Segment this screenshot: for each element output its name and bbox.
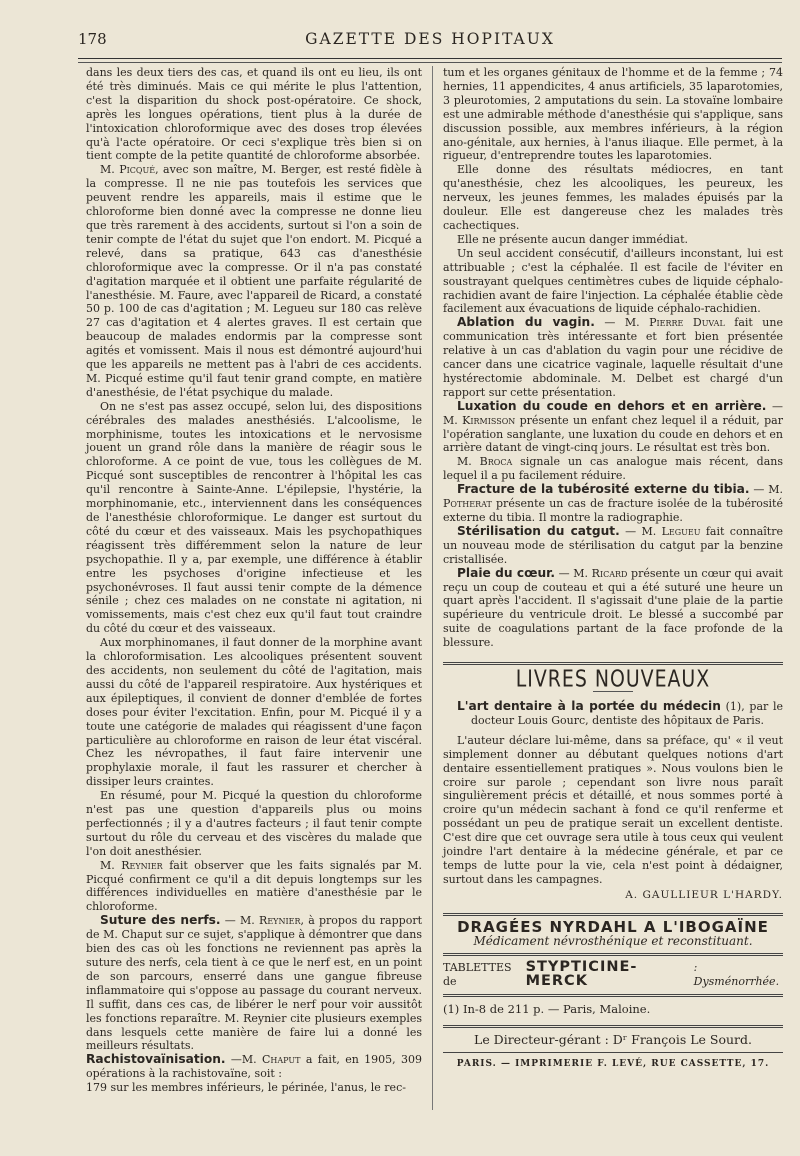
- speaker-name: M. Chaput: [241, 1053, 301, 1067]
- paragraph: On ne s'est pas assez occupé, selon lui, des dispositions cérébrales des malades anesthésiés. L'alcoolisme, le morphinisme, toutes les intoxications et le nervosisme jouent un grand rôle dans la manière de réagir sous le chloroforme. A ce point de vue, tous les collègues de M. Picqué sont susceptibles de rencontrer à l'hôpital les cas qu'il rencontre à Sainte-Anne. L'épilepsie, l'hystérie, la morphinomanie, etc., interviennent dans les conséquences de l'anesthésie chloroformique. Le danger est surtout du côté du cœur et des vaisseaux. Mais les psychopathiques réagissent très différemment selon la nature de leur psychopathie. Il y a, par exemple, une différence à établir entre les psychoses d'origine infectieuse et les psychonévroses. Il faut aussi tenir compte de la démence sénile ; chez ces malades on ne constate ni agitation, ni vomissements, mais c'est chez eux qu'il faut tout craindre du côté du cœur et des vaisseaux.: [86, 399, 422, 636]
- section-heading: Luxation du coude en dehors et en arrière.: [457, 398, 767, 413]
- paragraph: Elle ne présente aucun danger immédiat.: [457, 232, 689, 246]
- paragraph: [86, 163, 422, 399]
- speaker-name: M. Potherat: [443, 483, 783, 511]
- paragraph-text: signale un cas analogue mais récent, dans lequel il a pu facilement réduire.: [443, 455, 783, 483]
- book-review: L'auteur déclare lui-même, dans sa préface, qu' « il veut simplement donner au débutant quelques notions d'art dentaire essentiellement pratiques ». Nous voulons bien le croire sur parole ; cependant son livre nous paraît singulièrement précis et détaillé, et nous sommes porté à croire qu'un médecin sachant à fond ce qu'il renferme et possédant un peu de pratique serait un excellent dentiste. C'est dire que cet ouvrage sera utile à tous ceux qui veulent joindre l'art dentaire à la médecine générale, et par ce temps de lutte pour la vie, cela n'est point à dédaigner, surtout dans les campagnes.: [443, 733, 783, 886]
- paragraph-text: présente un cas de fracture isolée de la tubérosité externe du tibia. Il montre la radiographie.: [443, 497, 783, 524]
- page-number: 178: [78, 30, 107, 48]
- section-rachistovainisation: Rachistovaïnisation. —M. Chaput a fait, en 1905, 309 opérations à la rachistovaïne, soit :: [86, 1052, 423, 1081]
- journal-title: GAZETTE DES HOPITAUX: [305, 30, 555, 48]
- paragraph: Un seul accident consécutif, d'ailleurs inconstant, lui est attribuable ; c'est la céphalée. Il est facile de l'éviter en soustrayant quelques centimètres cubes de liquide céphalo-rachidien avant de faire l'injection. La céphalée établie cède facilement aux évacuations de liquide céphalo-rachidien.: [443, 246, 783, 316]
- book-entry: [443, 700, 783, 728]
- advert-dragees: DRAGÉES NYRDAHL A L'IBOGAÏNE: [457, 917, 769, 936]
- ad-divider: [443, 994, 783, 997]
- ad-divider: [443, 953, 783, 956]
- paragraph-text: fait observer que les faits signalés par M. Picqué confirment ce qu'il a dit depuis longtemps sur les différences individuelles en matière d'anesthésie par le chloroforme.: [86, 858, 423, 914]
- section-divider: [443, 662, 783, 665]
- review-signature: A. GAULLIEUR L'HARDY.: [625, 888, 783, 901]
- footer-rule: [443, 1052, 783, 1053]
- header-rule: [78, 58, 782, 59]
- section-sterilisation-catgut: Stérilisation du catgut. — M. Legueu fait connaître un nouveau mode de stérilisation du catgut par la benzine cristallisée.: [443, 523, 783, 566]
- paragraph-text: fait connaître un nouveau mode de stérilisation du catgut par la benzine cristallisée.: [443, 524, 783, 566]
- paragraph: tum et les organes génitaux de l'homme et de la femme ; 74 hernies, 11 appendicites, 4 anus artificiels, 35 laparotomies, 3 pleurotomies, 2 amputations du sein. La stovaïne lombaire est une admirable méthode d'anesthésie qui s'applique, sans discussion possible, aux membres inférieurs, à la région ano-génitale, aux hernies, à l'anus iliaque. Elle permet, à la rigueur, d'entreprendre toutes les laparotomies.: [443, 66, 783, 163]
- paragraph: [86, 859, 422, 915]
- section-luxation-du-coude: Luxation du coude en dehors et en arrière. — M. Kirmisson présente un enfant chez lequel il a réduit, par l'opération sanglante, une luxation du coude en dehors et en arrière datant de vingt-cinq jours. Le résultat est très bon.: [443, 398, 784, 455]
- section-suture-des-nerfs: Suture des nerfs. — M. Reynier, à propos du rapport de M. Chaput sur ce sujet, s'applique à démontrer que dans bien des cas où les fonctions ne reviennent pas après la suture des nerfs, cela tient à ce que le nerf est, en un point de son parcours, enserré dans une gangue fibreuse inflammatoire qui s'oppose au passage du courant nerveux. Il suffit, dans ces cas, de libérer le nerf pour voir aussitôt les fonctions reparaître. M. Reynier cite plusieurs exemples dans lesquels cette manière de faire lui a donné les meilleurs résultats.: [86, 913, 423, 1053]
- section-heading: Rachistovaïnisation.: [86, 1052, 226, 1067]
- paragraph-text: a fait, en 1905, 309 opérations à la rachistovaïne, soit :: [86, 1053, 423, 1081]
- speaker-name: M. Broca: [457, 455, 513, 469]
- section-heading: Plaie du cœur.: [457, 565, 556, 580]
- footer-divider: [443, 1025, 783, 1028]
- directeur-gerant: Le Directeur-gérant : Dʳ François Le Sourd.: [474, 1032, 752, 1048]
- book-author: , par le docteur Louis Gourc, dentiste des hôpitaux de Paris.: [471, 699, 783, 727]
- advert-brand: STYPTICINE-MERCK: [525, 959, 638, 990]
- paragraph: Elle donne des résultats médiocres, en tant qu'anesthésie, chez les alcooliques, les peureux, les nerveux, les jeunes femmes, les malades épuisés par la douleur. Elle est dangereuse chez les malades très cachectiques.: [443, 163, 783, 232]
- section-heading: Fracture de la tubérosité externe du tibia.: [457, 482, 750, 497]
- paragraph: 179 sur les membres inférieurs, le périnée, l'anus, le rec-: [86, 1081, 406, 1095]
- header-rule-thin: [78, 62, 782, 63]
- paragraph-text: avec son maître, M. Berger, est resté fidèle à la compresse. Il ne nie pas toutefois les services que peuvent rendre les appareils, mais il estime que le chloroforme bien donné avec la compresse ne donne lieu que très rarement à des accidents, surtout si l'on a soin de tenir compte de l'état du sujet que l'on endort. M. Picqué a relevé, dans sa pratique, 643 cas d'anesthésie chloroformique avec la compresse. Or il n'a pas constaté d'agitation marquée et il obtient une parfaite régularité de l'anesthésie. M. Faure, avec l'appareil de Ricard, a constaté 50 p. 100 de cas d'agitation ; M. Legueu sur 180 cas relève 27 cas d'agitation et 4 alertes graves. Il est certain que beaucoup de malades endormis par la compresse sont agités et vomissent. Mais il nous est démontré aujourd'hui que les appareils ne mettent pas à l'abri de ces accidents. M. Picqué estime qu'il faut tenir grand compte, en matière d'anesthésie, de l'état psychique du malade.: [86, 163, 422, 399]
- footnote: (1) In-8 de 211 p. — Paris, Maloine.: [443, 1002, 651, 1017]
- section-ablation-du-vagin: Ablation du vagin. — M. Pierre Duval fait une communication très intéressante et fort bien présentée relative à un cas d'ablation du vagin pour une récidive de cancer dans une cicatrice vaginale, laquelle résultait d'une hystérectomie abdominale. M. Delbet est chargé d'un rapport sur cette présentation.: [443, 315, 783, 399]
- column-divider: [432, 66, 433, 1110]
- paragraph: Aux morphinomanes, il faut donner de la morphine avant la chloroformisation. Les alcooliques présentent souvent des accidents, non seulement du côté de l'agitation, mais aussi du côté de l'appareil respiratoire. Aux hystériques et aux épileptiques, il convient de donner d'emblée de fortes doses pour éviter l'excitation. Enfin, pour M. Picqué il y a toute une catégorie de malades qui réagissent d'une façon particulière au chloroforme en raison de leur état viscéral. Chez les névropathes, il faut faire intervenir une prophylaxie morale, il faut les rassurer et chercher à dissiper leurs craintes.: [86, 636, 422, 789]
- printer-line: PARIS. — IMPRIMERIE F. LEVÉ, RUE CASSETTE, 17.: [456, 1059, 770, 1070]
- ad-divider: [443, 913, 783, 916]
- paragraph: [443, 455, 783, 483]
- speaker-name: M. Ricard: [573, 566, 628, 580]
- right-column: [443, 66, 783, 1072]
- speaker-name: M. Reynier,: [240, 914, 304, 928]
- page-header: [78, 30, 782, 54]
- speaker-name: M. Reynier: [100, 858, 163, 872]
- book-title: L'art dentaire à la portée du médecin: [457, 698, 721, 713]
- paragraph-text: présente un cœur qui avait reçu un coup de couteau et qui a été suturé une heure un quart après l'accident. Il s'agissait d'une plaie de la partie supérieure du ventricule droit. Le blessé a succombé par suite de coagulations partant de la face profonde de la blessure.: [443, 566, 783, 650]
- paragraph: dans les deux tiers des cas, et quand ils ont eu lieu, ils ont été très diminués. Mais ce qui mérite le plus l'attention, c'est la disparition du shock post-opératoire. Ce shock, après les longues opérations, tient plus à la durée de l'intoxication chloroformique avec des doses trop élevées qu'à l'acte opératoire. Or ceci s'explique très bien si on tient compte de la petite quantité de chloroforme absorbée.: [86, 66, 422, 163]
- paragraph-text: présente un enfant chez lequel il a réduit, par l'opération sanglante, une luxation du coude en dehors et en arrière datant de vingt-cinq jours. Le résultat est très bon.: [443, 413, 783, 455]
- paragraph: En résumé, pour M. Picqué la question du chloroforme n'est pas une question d'appareils plus ou moins perfectionnés ; il y a d'autres facteurs ; il faut tenir compte surtout du rôle du cerveau et des viscères du malade que l'on doit anesthésier.: [86, 789, 422, 858]
- section-heading: Ablation du vagin.: [457, 315, 595, 330]
- speaker-name: M. Legueu: [641, 524, 701, 538]
- section-heading: Stérilisation du catgut.: [457, 523, 620, 538]
- footnote-ref: (1): [725, 699, 742, 713]
- section-heading: Suture des nerfs.: [100, 913, 221, 928]
- advert-indication: : Dysménorrhée.: [693, 961, 780, 989]
- advert-prefix: TABLETTES de: [443, 961, 512, 989]
- section-fracture-tibia: Fracture de la tubérosité externe du tibia. — M. Potherat présente un cas de fracture isolée de la tubérosité externe du tibia. Il montre la radiographie.: [443, 482, 783, 524]
- speaker-name: M. Pierre Duval: [624, 316, 725, 330]
- advert-stypticine: [443, 961, 783, 989]
- paragraph-text: fait une communication très intéressante et fort bien présentée relative à un cas d'ablation du vagin pour une récidive de cancer dans une cicatrice vaginale, laquelle résultait d'une hystérectomie abdominale. M. Delbet est chargé d'un rapport sur cette présentation.: [443, 316, 783, 399]
- section-plaie-du-coeur: Plaie du cœur. — M. Ricard présente un cœur qui avait reçu un coup de couteau et qui a été suturé une heure un quart après l'accident. Il s'agissait d'une plaie de la partie supérieure du ventricule droit. Le blessé a succombé par suite de coagulations partant de la face profonde de la blessure.: [443, 565, 783, 650]
- paragraph-text: à propos du rapport de M. Chaput sur ce sujet, s'applique à démontrer que dans bien des cas où les fonctions ne reviennent pas après la suture des nerfs, cela tient à ce que le nerf est, en un point de son parcours, enserré dans une gangue fibreuse inflammatoire qui s'oppose au passage du courant nerveux. Il suffit, dans ces cas, de libérer le nerf pour voir aussitôt les fonctions reparaître. M. Reynier cite plusieurs exemples dans lesquels cette manière de faire lui a donné les meilleurs résultats.: [86, 914, 423, 1053]
- livres-nouveaux-title: LIVRES NOUVEAUX: [515, 665, 711, 693]
- left-column: [86, 66, 422, 1095]
- speaker-name: M. Picqué,: [100, 163, 159, 177]
- speaker-name: M. Kirmisson: [443, 413, 516, 427]
- advert-dragees-subtitle: Médicament névrosthénique et reconstituant.: [473, 933, 753, 948]
